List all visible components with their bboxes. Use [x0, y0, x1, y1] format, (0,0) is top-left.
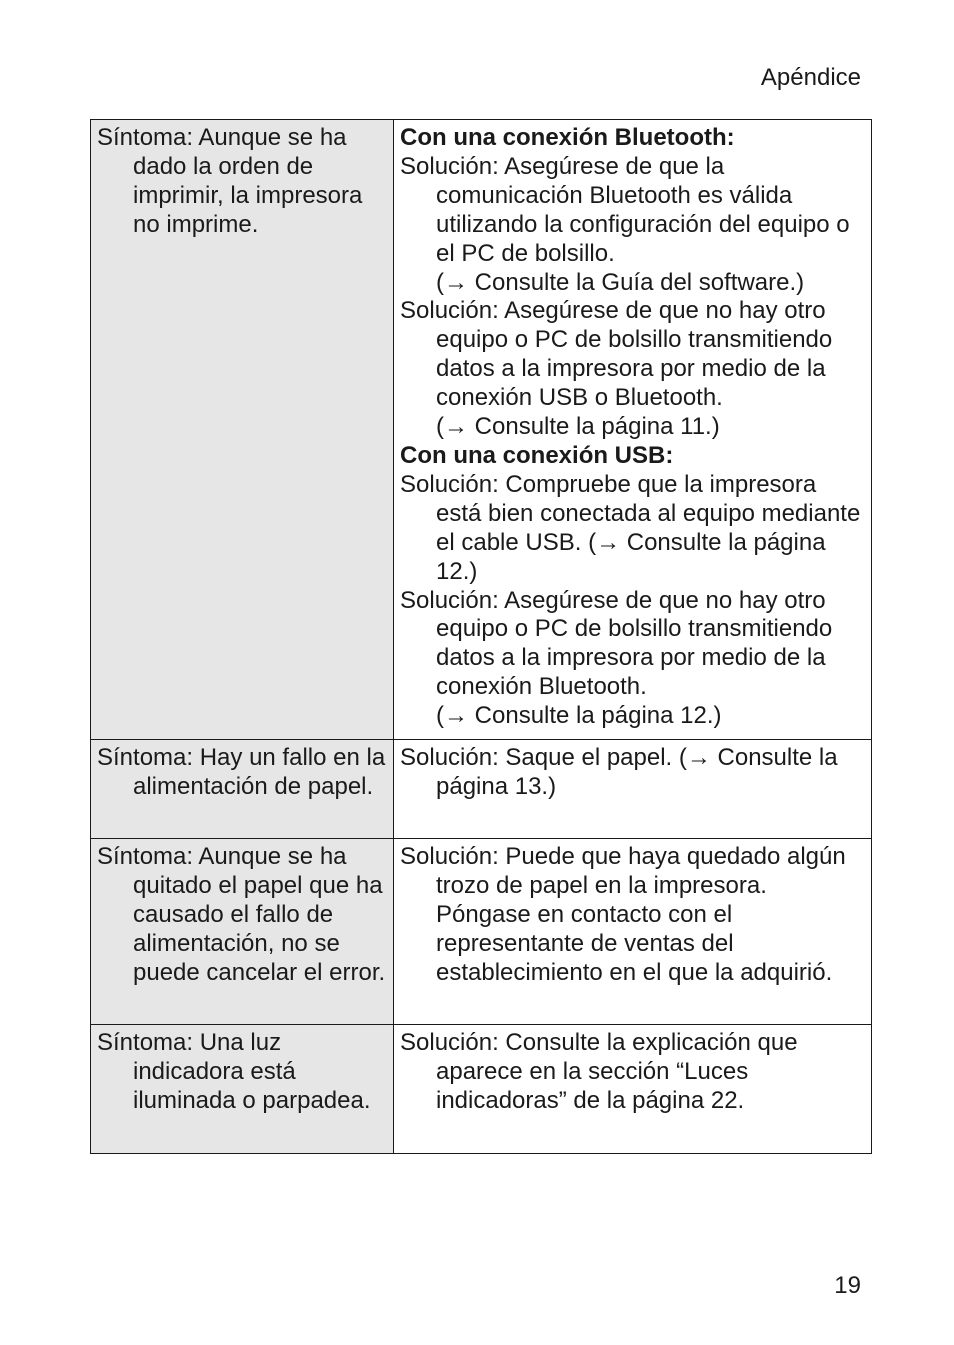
symptom-text: Síntoma: Una luz indicadora está iluminada o parpadea.: [97, 1029, 371, 1114]
symptom-text: Síntoma: Aunque se ha dado la orden de imprimir, la impresora no imprime.: [97, 124, 363, 238]
symptom-cell: [91, 839, 394, 1025]
solution-text: Solución: Compruebe que la impresora está bien conectada al equipo mediante el cable USB. (→ Consulte la página 12.): [400, 470, 861, 585]
solution-cell: [394, 740, 872, 839]
symptom-cell: [91, 740, 394, 839]
section-header: Apéndice: [760, 64, 861, 91]
reference-note: (→ Consulte la página 12.): [436, 702, 722, 730]
symptom-text: Síntoma: Aunque se ha quitado el papel que ha causado el fallo de alimentación, no se puede cancelar el error.: [97, 843, 386, 986]
solution-text: Solución: Asegúrese de que no hay otro equipo o PC de bolsillo transmitiendo datos a la impresora por medio de la conexión Bluetooth.: [400, 586, 833, 701]
section-heading-bluetooth: Con una conexión Bluetooth:: [400, 124, 735, 151]
section-heading-usb: Con una conexión USB:: [400, 441, 674, 469]
symptom-cell: [91, 120, 394, 740]
reference-note: (→ Consulte la página 11.): [436, 413, 720, 441]
solution-cell: [394, 839, 872, 1025]
solution-text: Solución: Puede que haya quedado algún trozo de papel en la impresora. Póngase en contacto con el representante de ventas del establecimiento en el que la adquirió.: [400, 843, 846, 986]
symptom-cell: [91, 1025, 394, 1154]
table-row: [91, 839, 872, 1025]
symptom-text: Síntoma: Hay un fallo en la alimentación de papel.: [97, 744, 386, 800]
reference-note: (→ Consulte la Guía del software.): [436, 268, 805, 296]
troubleshooting-table: [90, 119, 872, 1154]
solution-text: Solución: Asegúrese de que la comunicación Bluetooth es válida utilizando la configuración del equipo o el PC de bolsillo.: [400, 152, 850, 267]
solution-cell: [394, 1025, 872, 1154]
solution-text: Solución: Consulte la explicación que aparece en la sección “Luces indicadoras” de la página 22.: [400, 1029, 798, 1114]
table-row: [91, 120, 872, 740]
solution-text: Solución: Saque el papel. (→ Consulte la página 13.): [400, 744, 838, 800]
page-number: 19: [834, 1272, 861, 1299]
table-row: [91, 1025, 872, 1154]
table-row: [91, 740, 872, 839]
solution-text: Solución: Asegúrese de que no hay otro equipo o PC de bolsillo transmitiendo datos a la impresora por medio de la conexión USB o Bluetooth.: [400, 297, 833, 412]
solution-cell: [394, 120, 872, 740]
